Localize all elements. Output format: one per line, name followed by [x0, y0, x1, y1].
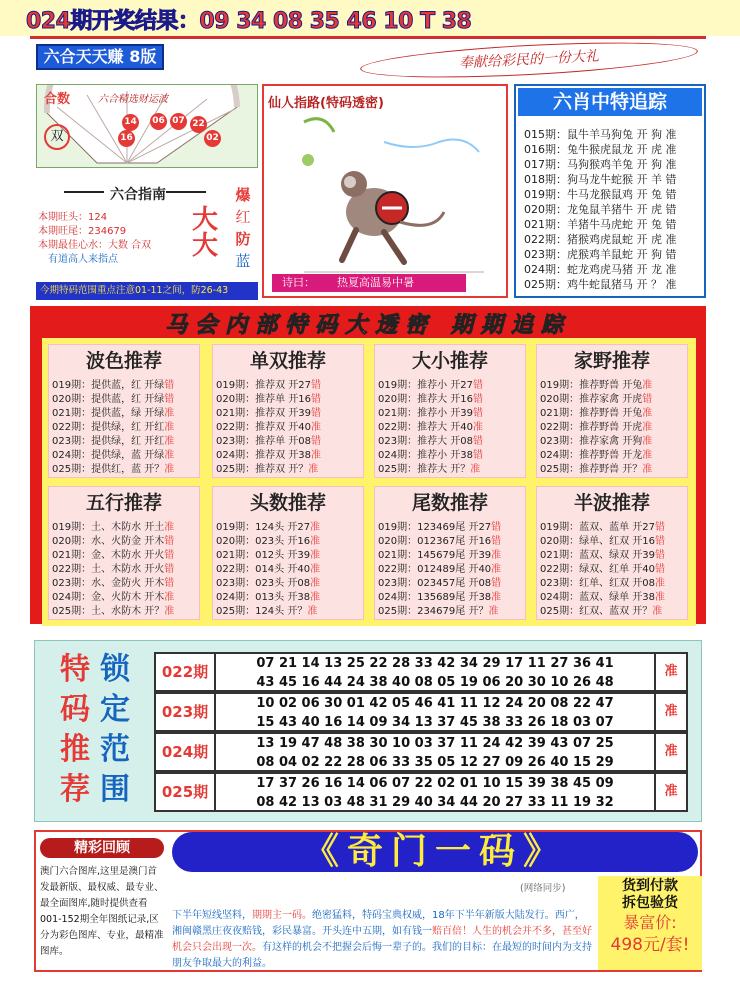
- card-row: [216, 460, 318, 475]
- liuxiao-row: 020期：龙兔鼠羊猪牛 开 虎 错: [524, 203, 677, 216]
- card-row-text: 022期：绿双、红单 开40: [540, 564, 655, 575]
- card-row-text: 022期：012489尾 开40: [378, 564, 492, 575]
- card-row-result: 错: [164, 564, 175, 575]
- xian-title: 仙人指路(特码透密): [268, 96, 384, 111]
- card-row-result: 错: [473, 450, 483, 461]
- card-row: [216, 376, 321, 391]
- card-row-result: 错: [473, 408, 483, 419]
- card-row: [216, 532, 320, 547]
- poem-text: 热夏高温易中暑: [337, 276, 414, 289]
- liuxiao-title: 六肖中特追踪: [518, 88, 702, 116]
- card-row: [378, 588, 501, 603]
- card-row-result: 错: [642, 394, 653, 405]
- card-row: [52, 574, 174, 589]
- card-row-result: 错: [473, 380, 483, 391]
- side-label: 红: [235, 208, 251, 226]
- card-row: [378, 546, 501, 561]
- card-row: [540, 546, 665, 561]
- card-row-text: 019期：123469尾 开27: [378, 522, 492, 533]
- lock-period: 025期: [154, 772, 216, 812]
- card-row-text: 019期：推荐双 开27: [216, 380, 311, 391]
- card-row-result: 准: [307, 606, 318, 617]
- card-row-result: 错: [655, 550, 665, 561]
- card-row-result: 准: [310, 564, 321, 575]
- card-title: 单双推荐: [249, 350, 326, 372]
- card-row-text: 024期：蓝双、绿单 开38: [540, 592, 655, 603]
- lock-numbers: [216, 772, 656, 812]
- lock-number-line: 08 42 13 03 48 31 29 40 34 44 20 27 33 11 19 32: [256, 795, 614, 810]
- card-row: [216, 546, 320, 561]
- card-row-text: 025期：提供红，蓝 开？: [52, 464, 165, 475]
- brand-label: 六合天天赚 8版: [36, 44, 164, 70]
- card-row-text: 025期：推荐大 开？: [378, 464, 471, 475]
- liuxiao-row: 025期：鸡牛蛇鼠猪马 开 ？ 准: [524, 278, 677, 291]
- card-row: [378, 376, 483, 391]
- card-row-text: 023期：提供绿，红 开红: [52, 436, 165, 447]
- card-row-result: 准: [164, 522, 175, 533]
- lock-left-chars: [58, 650, 92, 810]
- fan-ball: 07: [170, 113, 187, 130]
- card-row: [540, 602, 662, 617]
- liuxiao-row: 019期：牛马龙猴鼠鸡 开 兔 错: [524, 188, 677, 201]
- liuxiao-row: 022期：猪猴鸡虎鼠蛇 开 虎 准: [524, 233, 677, 246]
- card-row-text: 024期：推荐双 开38: [216, 450, 311, 461]
- card-row-result: 准: [470, 464, 481, 475]
- card-row: [540, 532, 665, 547]
- card-row-text: 023期：推荐家禽 开狗: [540, 436, 643, 447]
- card-row-text: 022期：推荐野兽 开虎: [540, 422, 643, 433]
- guide-line: 本期旺头：124: [38, 212, 108, 223]
- fan-title: 六合精选财运波: [98, 94, 168, 105]
- card-row: [378, 390, 483, 405]
- lock-char: 锁: [100, 652, 130, 687]
- card-row-result: 错: [311, 436, 321, 447]
- card-row-result: 错: [655, 536, 665, 547]
- card-row-text: 019期：蓝双、蓝单 开27: [540, 522, 655, 533]
- side-label: 爆: [235, 186, 251, 204]
- card-row-result: 准: [308, 464, 319, 475]
- card-row-text: 025期：推荐双 开？: [216, 464, 309, 475]
- card-row-result: 准: [642, 422, 653, 433]
- card-row: [52, 432, 174, 447]
- card-row-result: 准: [164, 408, 175, 419]
- lock-number-line: 13 19 47 48 38 30 10 03 37 11 24 42 39 43 07 25: [256, 736, 614, 751]
- card-row: [540, 390, 652, 405]
- card-row-result: 准: [310, 592, 321, 603]
- card-title: 头数推荐: [249, 492, 326, 514]
- card-row-text: 022期：提供绿，红 开红: [52, 422, 165, 433]
- card-row: [52, 376, 174, 391]
- monkey-illustration: [264, 112, 506, 292]
- side-label: 防: [235, 230, 251, 248]
- card-row: [378, 418, 483, 433]
- review-text: 澳门六合图库,这里是澳门首发最新版、最权威、最专业、最全面图库,随时提供查看001-152期全年图纸记录,区分为彩色图库、专业，最精准图库。: [40, 866, 164, 957]
- card-row-text: 025期：推荐野兽 开？: [540, 464, 643, 475]
- card-row-result: 准: [491, 564, 502, 575]
- card-row-result: 错: [473, 436, 483, 447]
- lock-number-line: 15 43 40 16 14 09 34 13 37 45 38 33 26 18 03 07: [256, 715, 614, 730]
- card-row-text: 023期：推荐单 开08: [216, 436, 311, 447]
- card-row-result: 错: [473, 394, 483, 405]
- lock-period: 022期: [154, 652, 216, 692]
- card-row-text: 020期：推荐单 开16: [216, 394, 311, 405]
- card-row: [52, 390, 174, 405]
- liuxiao-row: 023期：虎猴鸡羊鼠蛇 开 狗 错: [524, 248, 677, 261]
- card-row-text: 021期：提供蓝，绿 开绿: [52, 408, 165, 419]
- card-row-result: 准: [164, 450, 175, 461]
- xian-panel: [262, 84, 508, 298]
- card-row: [216, 404, 321, 419]
- card-row-text: 021期：145679尾 开39: [378, 550, 492, 561]
- card-row-text: 019期：推荐小 开27: [378, 380, 473, 391]
- card-row: [52, 404, 174, 419]
- card-row-text: 021期：012头 开39: [216, 550, 311, 561]
- lock-period: 023期: [154, 692, 216, 732]
- card-row-text: 021期：金、木防水 开火: [52, 550, 165, 561]
- lock-mark: 准: [656, 652, 688, 692]
- card-row-result: 错: [311, 408, 321, 419]
- card-title: 五行推荐: [85, 492, 162, 514]
- lock-numbers: [216, 732, 656, 772]
- card-row-text: 024期：提供绿，蓝 开绿: [52, 450, 165, 461]
- card-row: [540, 446, 652, 461]
- card-row-result: 错: [655, 564, 665, 575]
- lock-number-line: 08 04 02 22 28 06 33 35 05 12 27 09 26 40 15 29: [256, 755, 614, 770]
- qimen-body2: 有这样的机会不把握会后悔一辈子的。我们的目标：在最短的时间内为支持朋友争取最大的利益。: [172, 942, 592, 969]
- card-title: 半波推荐: [573, 492, 650, 514]
- card-title: 家野推荐: [573, 350, 650, 372]
- card-row-text: 025期：124头 开？: [216, 606, 308, 617]
- card-row: [216, 560, 320, 575]
- card-row: [378, 446, 483, 461]
- card-row-result: 准: [310, 522, 321, 533]
- card-row-result: 错: [164, 536, 175, 547]
- card-row-text: 019期：124头 开27: [216, 522, 311, 533]
- card-row: [52, 588, 174, 603]
- card-row-result: 准: [491, 592, 502, 603]
- card-row: [540, 574, 665, 589]
- card-row-result: 错: [655, 522, 665, 533]
- card-row-text: 019期：土、木防水 开土: [52, 522, 165, 533]
- card-row: [216, 432, 321, 447]
- card-row-result: 准: [642, 408, 653, 419]
- card-row-text: 022期：014头 开40: [216, 564, 311, 575]
- card-row-text: 025期：红双、蓝双 开？: [540, 606, 653, 617]
- card-row-text: 023期：水、金防火 开木: [52, 578, 165, 589]
- lock-mark: 准: [656, 732, 688, 772]
- card-row: [540, 560, 665, 575]
- card-row: [52, 518, 174, 533]
- card-row-result: 错: [164, 550, 175, 561]
- card-row-text: 023期：红单、红双 开08: [540, 578, 655, 589]
- card-row-result: 错: [491, 536, 502, 547]
- card-row-result: 错: [311, 394, 321, 405]
- card-row-text: 020期：提供蓝，红 开绿: [52, 394, 165, 405]
- lock-mark: 准: [656, 692, 688, 732]
- card-row-result: 错: [311, 380, 321, 391]
- card-title: 大小推荐: [411, 350, 488, 372]
- card-row: [216, 574, 320, 589]
- card-row-text: 024期：013头 开38: [216, 592, 311, 603]
- review-title: 精彩回顾: [40, 838, 164, 858]
- card-row: [52, 546, 174, 561]
- card-row-result: 准: [642, 464, 653, 475]
- card-row-text: 019期：推荐野兽 开兔: [540, 380, 643, 391]
- cod-price: [598, 912, 702, 956]
- card-row-text: 020期：水、火防金 开木: [52, 536, 165, 547]
- card-row-text: 023期：023头 开08: [216, 578, 311, 589]
- card-row-result: 准: [642, 436, 653, 447]
- card-row-text: 024期：135689尾 开38: [378, 592, 492, 603]
- card-row: [52, 560, 174, 575]
- liuxiao-row: 016期：兔牛猴虎鼠龙 开 虎 准: [524, 143, 677, 156]
- card-row-result: 准: [473, 422, 483, 433]
- card-row: [540, 432, 652, 447]
- card-row-result: 错: [164, 380, 175, 391]
- card-row: [378, 532, 501, 547]
- card-title: 波色推荐: [85, 350, 162, 372]
- card-row-text: 024期：金、火防木 开木: [52, 592, 165, 603]
- lock-number-line: 17 37 26 16 14 06 07 22 02 01 10 15 39 38 45 09: [256, 776, 614, 791]
- divider: [166, 191, 206, 193]
- card-row: [540, 376, 652, 391]
- card-row-result: 错: [164, 578, 175, 589]
- liuxiao-row: 017期：马狗猴鸡羊兔 开 狗 准: [524, 158, 677, 171]
- lock-char: 围: [100, 772, 130, 807]
- card-row-text: 020期：023头 开16: [216, 536, 311, 547]
- card-row-result: 准: [164, 606, 175, 617]
- qimen-intro: 下半年短线坚料，: [172, 910, 252, 921]
- price-label: 暴富价:: [623, 913, 677, 932]
- qimen-title: 《奇门一码》: [172, 832, 698, 872]
- card-row-text: 023期：023457尾 开08: [378, 578, 492, 589]
- card-row-text: 024期：推荐小 开38: [378, 450, 473, 461]
- guide-title: 六合指南: [110, 187, 166, 203]
- card-row: [378, 432, 483, 447]
- card-row: [216, 418, 321, 433]
- price-value: 498元/套!: [610, 935, 690, 955]
- cod-line: 货到付款: [622, 878, 678, 894]
- card-row-result: 准: [652, 606, 663, 617]
- lock-char: 推: [60, 732, 90, 767]
- side-label: 蓝: [235, 252, 251, 270]
- lock-numbers: [216, 692, 656, 732]
- liuxiao-row: 015期：鼠牛羊马狗兔 开 狗 准: [524, 128, 677, 141]
- gift-ribbon: 奉献给彩民的一份大礼: [359, 36, 698, 84]
- liuxiao-row: 021期：羊猪牛马虎蛇 开 兔 错: [524, 218, 677, 231]
- card-row-result: 准: [164, 592, 175, 603]
- card-row-text: 020期：绿单、红双 开16: [540, 536, 655, 547]
- card-row: [378, 404, 483, 419]
- lock-char: 定: [100, 692, 130, 727]
- lock-mark: 准: [656, 772, 688, 812]
- lock-char: 特: [60, 652, 90, 687]
- fan-ball: 14: [122, 114, 139, 131]
- card-row: [52, 418, 174, 433]
- card-row-text: 022期：推荐双 开40: [216, 422, 311, 433]
- card-row-text: 024期：推荐野兽 开龙: [540, 450, 643, 461]
- card-row-text: 020期：推荐大 开16: [378, 394, 473, 405]
- lock-char: 荐: [60, 772, 90, 807]
- card-row-result: 准: [488, 606, 499, 617]
- lock-period: 024期: [154, 732, 216, 772]
- card-row-result: 准: [164, 464, 175, 475]
- big-text: 大大: [192, 205, 219, 261]
- card-row-result: 准: [655, 592, 665, 603]
- card-row-result: 准: [655, 578, 665, 589]
- card-row-text: 025期：234679尾 开？: [378, 606, 489, 617]
- card-row-text: 022期：土、木防水 开火: [52, 564, 165, 575]
- qimen-body1: 绝密猛料，特码宝典权威，18年下半年新版大陆发行。西广，湘闽赣黑庄夜夜赔钱，彩民暴富。开头连中五期，如有钱一: [172, 910, 585, 937]
- card-row-text: 021期：推荐野兽 开兔: [540, 408, 643, 419]
- card-row: [216, 518, 320, 533]
- card-row-text: 025期：土、水防木 开？: [52, 606, 165, 617]
- qimen-intro-red: 期期主一码。: [252, 910, 312, 921]
- card-row: [540, 518, 665, 533]
- cod-lines: [598, 878, 702, 912]
- card-row: [378, 460, 480, 475]
- card-row-text: 021期：蓝双、绿双 开39: [540, 550, 655, 561]
- qimen-text: [172, 908, 592, 972]
- divider: [30, 36, 706, 39]
- card-row: [216, 602, 317, 617]
- side-labels: [232, 184, 254, 272]
- card-row: [52, 602, 174, 617]
- lock-number-line: 07 21 14 13 25 22 28 33 42 34 29 17 11 27 36 41: [256, 656, 614, 671]
- lock-char: 范: [100, 732, 130, 767]
- card-row: [216, 446, 321, 461]
- lock-char: 码: [60, 692, 90, 727]
- card-row-result: 错: [491, 522, 502, 533]
- lock-right-chars: [98, 650, 132, 810]
- guide-note: 有道高人来指点: [48, 254, 118, 265]
- divider: [64, 191, 104, 193]
- fan-ball: 06: [150, 113, 167, 130]
- poem-label: 诗曰：: [282, 276, 315, 289]
- card-row: [216, 588, 320, 603]
- card-row: [378, 602, 498, 617]
- card-row-text: 023期：推荐大 开08: [378, 436, 473, 447]
- fan-word: 合数: [44, 92, 71, 107]
- lock-numbers: [216, 652, 656, 692]
- card-row-text: 020期：012367尾 开16: [378, 536, 492, 547]
- lock-number-line: 43 45 16 44 24 38 40 08 05 19 06 20 30 10 26 48: [256, 675, 614, 690]
- liuxiao-row: 024期：蛇龙鸡虎马猪 开 龙 准: [524, 263, 677, 276]
- card-row-result: 准: [310, 550, 321, 561]
- card-row-result: 准: [642, 450, 653, 461]
- qimen-source: (网络同步): [520, 883, 566, 894]
- card-title: 尾数推荐: [411, 492, 488, 514]
- draw-result-title: 024期开奖结果：09 34 08 35 46 10 T 38: [26, 9, 472, 34]
- card-row-result: 错: [491, 578, 502, 589]
- card-row: [378, 518, 501, 533]
- fan-ball: 16: [118, 130, 135, 147]
- card-row-result: 准: [310, 536, 321, 547]
- poem-bar: [272, 274, 466, 292]
- card-row-result: 准: [164, 422, 175, 433]
- card-row-text: 021期：推荐双 开39: [216, 408, 311, 419]
- card-row: [378, 574, 501, 589]
- card-row-result: 错: [164, 394, 175, 405]
- card-row-text: 021期：推荐小 开39: [378, 408, 473, 419]
- card-row-result: 准: [311, 422, 321, 433]
- liuxiao-row: 018期：狗马龙牛蛇猴 开 羊 错: [524, 173, 677, 186]
- card-row: [540, 404, 652, 419]
- card-row: [540, 588, 665, 603]
- fan-ball: 22: [190, 116, 207, 133]
- card-row: [378, 560, 501, 575]
- card-row-result: 准: [642, 380, 653, 391]
- card-row-text: 022期：推荐大 开40: [378, 422, 473, 433]
- card-row-text: 019期：提供蓝，红 开绿: [52, 380, 165, 391]
- card-row: [540, 418, 652, 433]
- card-row-result: 准: [164, 436, 175, 447]
- fan-ball: 02: [204, 130, 221, 147]
- guide-line: 本期旺尾：234679: [38, 226, 127, 237]
- card-row: [540, 460, 652, 475]
- banner-title: 马会内部特码大透密 期期追踪: [165, 313, 571, 338]
- range-hint: 今期特码范围重点注意01-11之间，防26-43: [36, 282, 258, 300]
- card-row: [216, 390, 321, 405]
- card-row-text: 020期：推荐家禽 开虎: [540, 394, 643, 405]
- guide-line: 本期最佳心水：大数 合双: [38, 240, 152, 251]
- card-row: [52, 446, 174, 461]
- card-row-result: 准: [491, 550, 502, 561]
- lock-number-line: 10 02 06 30 01 42 05 46 41 11 12 24 20 08 22 47: [256, 696, 614, 711]
- card-row-result: 准: [310, 578, 321, 589]
- qimen-body-red: 赔百倍！人生的机会并不多，甚至好机会只会出现一次。: [172, 926, 592, 953]
- card-row: [52, 460, 174, 475]
- big-characters: [192, 207, 218, 259]
- card-row: [52, 532, 174, 547]
- fan-ring: 双: [44, 124, 70, 150]
- card-row-result: 准: [311, 450, 321, 461]
- cod-line: 拆包验货: [622, 895, 678, 911]
